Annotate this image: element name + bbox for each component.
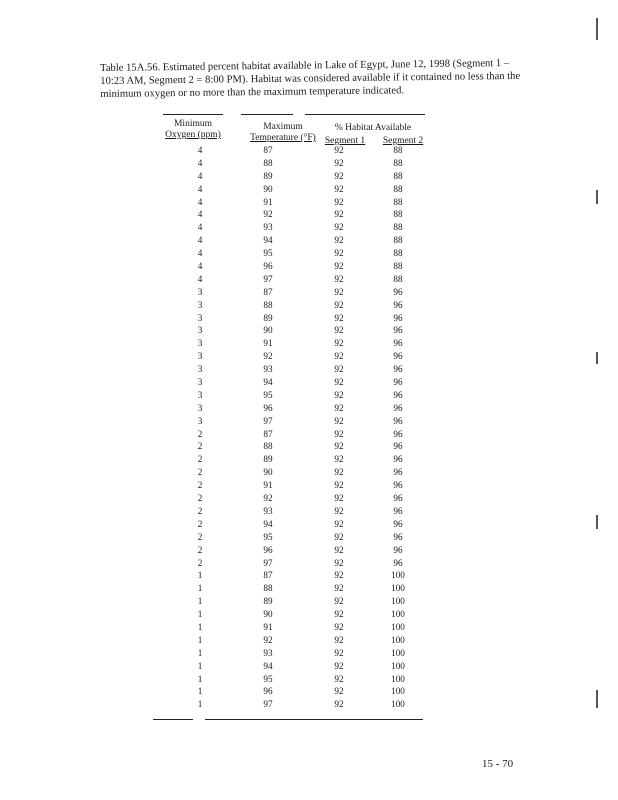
cell-segment-2: 96 — [393, 325, 403, 336]
cell-temperature: 96 — [263, 261, 273, 272]
table-body — [153, 144, 423, 711]
cell-temperature: 96 — [263, 402, 273, 413]
scan-edge-mark — [596, 690, 598, 708]
cell-temperature: 88 — [263, 583, 273, 594]
cell-temperature: 97 — [263, 273, 273, 284]
table-row — [153, 402, 423, 415]
cell-segment-2: 96 — [393, 531, 403, 542]
cell-temperature: 94 — [263, 377, 273, 388]
cell-temperature: 90 — [263, 325, 273, 336]
cell-oxygen: 2 — [197, 531, 203, 542]
cell-segment-1: 92 — [334, 480, 344, 491]
cell-segment-1: 92 — [334, 351, 344, 362]
cell-segment-1: 92 — [334, 261, 344, 272]
cell-temperature: 90 — [263, 183, 273, 194]
cell-oxygen: 1 — [197, 609, 203, 620]
cell-temperature: 93 — [263, 505, 273, 516]
cell-oxygen: 2 — [197, 518, 203, 529]
cell-segment-2: 88 — [393, 248, 403, 259]
cell-segment-2: 100 — [391, 647, 405, 658]
cell-oxygen: 2 — [197, 557, 203, 568]
table-row — [153, 389, 423, 402]
table-top-rule-left — [163, 114, 223, 115]
cell-segment-2: 100 — [391, 596, 405, 607]
header-segment-1: Segment 1 — [324, 136, 366, 146]
cell-segment-1: 92 — [334, 699, 344, 710]
cell-oxygen: 3 — [197, 402, 203, 413]
cell-segment-1: 92 — [334, 402, 344, 413]
cell-segment-1: 92 — [334, 145, 344, 155]
cell-temperature: 92 — [263, 351, 273, 362]
table-row — [153, 273, 423, 286]
table-row — [153, 144, 423, 157]
cell-temperature: 89 — [263, 312, 273, 323]
table-row — [153, 312, 423, 325]
table-row — [153, 183, 423, 196]
cell-oxygen: 1 — [197, 596, 203, 607]
cell-segment-2: 100 — [391, 609, 405, 620]
cell-segment-1: 92 — [334, 673, 344, 684]
header-min-line1: Minimum — [173, 119, 212, 129]
cell-oxygen: 1 — [197, 621, 203, 632]
cell-temperature: 95 — [263, 389, 273, 400]
table-row — [153, 685, 423, 698]
cell-segment-2: 100 — [391, 634, 405, 645]
page-number: 15 - 70 — [482, 758, 514, 770]
cell-segment-2: 100 — [391, 686, 405, 697]
cell-segment-1: 92 — [334, 209, 344, 220]
cell-segment-1: 92 — [334, 441, 344, 452]
table-top-rule-middle — [241, 114, 293, 115]
table-row — [153, 582, 423, 595]
cell-segment-1: 92 — [334, 170, 344, 181]
cell-oxygen: 3 — [197, 364, 203, 375]
cell-segment-2: 96 — [393, 544, 403, 555]
table-row — [153, 647, 423, 660]
cell-segment-1: 92 — [334, 222, 344, 233]
cell-segment-1: 92 — [334, 377, 344, 388]
header-segment-2: Segment 2 — [382, 136, 424, 146]
cell-segment-1: 92 — [334, 570, 344, 581]
cell-segment-2: 96 — [393, 480, 403, 491]
cell-segment-1: 92 — [334, 609, 344, 620]
cell-oxygen: 1 — [197, 673, 203, 684]
cell-temperature: 90 — [263, 609, 273, 620]
scan-edge-mark — [596, 352, 598, 364]
cell-segment-2: 88 — [393, 196, 403, 207]
table-row — [153, 698, 423, 711]
cell-temperature: 92 — [263, 493, 273, 504]
cell-segment-2: 100 — [391, 570, 405, 581]
table-row — [153, 557, 423, 570]
cell-segment-2: 96 — [393, 364, 403, 375]
cell-segment-1: 92 — [334, 467, 344, 478]
cell-temperature: 97 — [263, 557, 273, 568]
cell-oxygen: 1 — [197, 660, 203, 671]
cell-segment-2: 96 — [393, 312, 403, 323]
cell-temperature: 87 — [263, 145, 273, 155]
table-row — [153, 673, 423, 686]
cell-segment-1: 92 — [334, 364, 344, 375]
cell-temperature: 91 — [263, 621, 273, 632]
cell-oxygen: 3 — [197, 325, 203, 336]
cell-segment-1: 92 — [334, 686, 344, 697]
table-row — [153, 440, 423, 453]
cell-oxygen: 1 — [197, 570, 203, 581]
header-minimum-oxygen — [153, 119, 233, 141]
cell-temperature: 93 — [263, 364, 273, 375]
cell-oxygen: 4 — [197, 157, 203, 168]
cell-segment-2: 88 — [393, 235, 403, 246]
cell-segment-2: 96 — [393, 286, 403, 297]
cell-segment-2: 88 — [393, 170, 403, 181]
cell-temperature: 92 — [263, 209, 273, 220]
cell-oxygen: 4 — [197, 235, 203, 246]
cell-temperature: 90 — [263, 467, 273, 478]
cell-segment-1: 92 — [334, 596, 344, 607]
table-row — [153, 260, 423, 273]
cell-segment-2: 96 — [393, 505, 403, 516]
cell-segment-2: 96 — [393, 557, 403, 568]
cell-temperature: 91 — [263, 338, 273, 349]
cell-oxygen: 4 — [197, 183, 203, 194]
cell-segment-2: 88 — [393, 273, 403, 284]
cell-segment-1: 92 — [334, 557, 344, 568]
table-row — [153, 157, 423, 170]
cell-segment-1: 92 — [334, 415, 344, 426]
table-row — [153, 660, 423, 673]
table-row — [153, 234, 423, 247]
cell-segment-1: 92 — [334, 583, 344, 594]
cell-temperature: 92 — [263, 634, 273, 645]
cell-segment-1: 92 — [334, 454, 344, 465]
cell-segment-2: 96 — [393, 415, 403, 426]
table-row — [153, 350, 423, 363]
table-row — [153, 621, 423, 634]
cell-segment-1: 92 — [334, 299, 344, 310]
cell-temperature: 94 — [263, 518, 273, 529]
cell-segment-1: 92 — [334, 634, 344, 645]
table-row — [153, 505, 423, 518]
cell-segment-1: 92 — [334, 428, 344, 439]
cell-oxygen: 3 — [197, 415, 203, 426]
table-bottom-rule-right — [275, 719, 423, 720]
cell-segment-2: 96 — [393, 518, 403, 529]
cell-oxygen: 3 — [197, 286, 203, 297]
cell-oxygen: 4 — [197, 170, 203, 181]
cell-segment-2: 96 — [393, 338, 403, 349]
table-row — [153, 531, 423, 544]
cell-segment-1: 92 — [334, 505, 344, 516]
cell-segment-2: 88 — [393, 145, 403, 155]
cell-temperature: 95 — [263, 673, 273, 684]
table-row — [153, 453, 423, 466]
cell-oxygen: 3 — [197, 351, 203, 362]
cell-oxygen: 2 — [197, 505, 203, 516]
table-caption: Table 15A.56. Estimated percent habitat available in Lake of Egypt, June 12, 1998 (Segment 1 – 10:23 AM, Segment 2 = 8:00 PM). Habitat was considered available if it contained no less than the minimum oxygen or no more than the maximum temperature indicated. — [100, 58, 521, 100]
scan-edge-mark — [596, 190, 598, 204]
cell-temperature: 97 — [263, 699, 273, 710]
cell-segment-2: 96 — [393, 428, 403, 439]
cell-segment-2: 100 — [391, 621, 405, 632]
cell-segment-2: 100 — [391, 660, 405, 671]
cell-segment-2: 88 — [393, 222, 403, 233]
cell-oxygen: 3 — [197, 389, 203, 400]
cell-oxygen: 1 — [197, 647, 203, 658]
cell-segment-1: 92 — [334, 248, 344, 259]
header-max-line2: Temperature (°F) — [250, 133, 316, 143]
cell-segment-1: 92 — [334, 325, 344, 336]
header-max-line1: Maximum — [263, 122, 303, 132]
cell-temperature: 96 — [263, 686, 273, 697]
cell-oxygen: 2 — [197, 428, 203, 439]
cell-segment-1: 92 — [334, 389, 344, 400]
cell-temperature: 87 — [263, 570, 273, 581]
cell-temperature: 94 — [263, 660, 273, 671]
table-row — [153, 595, 423, 608]
cell-segment-1: 92 — [334, 647, 344, 658]
cell-oxygen: 1 — [197, 634, 203, 645]
cell-segment-2: 96 — [393, 389, 403, 400]
cell-temperature: 93 — [263, 222, 273, 233]
cell-oxygen: 3 — [197, 299, 203, 310]
cell-oxygen: 4 — [197, 261, 203, 272]
cell-oxygen: 1 — [197, 686, 203, 697]
cell-segment-1: 92 — [334, 183, 344, 194]
table-row — [153, 196, 423, 209]
cell-oxygen: 1 — [197, 583, 203, 594]
cell-segment-2: 96 — [393, 441, 403, 452]
table-row — [153, 299, 423, 312]
header-min-line2: Oxygen (ppm) — [165, 130, 221, 140]
table-row — [153, 337, 423, 350]
table-row — [153, 286, 423, 299]
cell-temperature: 96 — [263, 544, 273, 555]
table-bottom-rule-middle — [205, 719, 277, 720]
cell-temperature: 88 — [263, 441, 273, 452]
cell-temperature: 88 — [263, 299, 273, 310]
table-row — [153, 634, 423, 647]
table-row — [153, 208, 423, 221]
cell-segment-1: 92 — [334, 660, 344, 671]
cell-oxygen: 4 — [197, 222, 203, 233]
cell-segment-2: 96 — [393, 467, 403, 478]
cell-temperature: 89 — [263, 454, 273, 465]
cell-oxygen: 4 — [197, 248, 203, 259]
cell-segment-1: 92 — [334, 531, 344, 542]
table-row — [153, 518, 423, 531]
cell-segment-2: 96 — [393, 402, 403, 413]
scan-edge-mark — [596, 515, 598, 529]
cell-oxygen: 2 — [197, 544, 203, 555]
table-row — [153, 569, 423, 582]
cell-oxygen: 3 — [197, 377, 203, 388]
cell-temperature: 89 — [263, 596, 273, 607]
cell-oxygen: 2 — [197, 467, 203, 478]
cell-segment-1: 92 — [334, 493, 344, 504]
cell-oxygen: 1 — [197, 699, 203, 710]
cell-segment-2: 88 — [393, 261, 403, 272]
cell-segment-2: 96 — [393, 377, 403, 388]
table-top-rule-right — [305, 114, 425, 115]
cell-oxygen: 4 — [197, 196, 203, 207]
cell-segment-2: 100 — [391, 699, 405, 710]
cell-segment-2: 100 — [391, 673, 405, 684]
cell-oxygen: 2 — [197, 454, 203, 465]
cell-segment-2: 96 — [393, 351, 403, 362]
cell-temperature: 88 — [263, 157, 273, 168]
cell-segment-1: 92 — [334, 286, 344, 297]
cell-oxygen: 2 — [197, 493, 203, 504]
cell-oxygen: 3 — [197, 312, 203, 323]
cell-segment-1: 92 — [334, 235, 344, 246]
cell-oxygen: 4 — [197, 209, 203, 220]
table-row — [153, 466, 423, 479]
cell-temperature: 89 — [263, 170, 273, 181]
cell-temperature: 97 — [263, 415, 273, 426]
cell-segment-2: 96 — [393, 299, 403, 310]
cell-segment-2: 100 — [391, 583, 405, 594]
cell-segment-2: 96 — [393, 454, 403, 465]
cell-segment-1: 92 — [334, 518, 344, 529]
cell-temperature: 94 — [263, 235, 273, 246]
cell-temperature: 91 — [263, 196, 273, 207]
table-row — [153, 247, 423, 260]
cell-segment-1: 92 — [334, 544, 344, 555]
cell-segment-1: 92 — [334, 157, 344, 168]
cell-segment-1: 92 — [334, 312, 344, 323]
cell-temperature: 91 — [263, 480, 273, 491]
table-row — [153, 324, 423, 337]
cell-temperature: 95 — [263, 531, 273, 542]
cell-segment-1: 92 — [334, 621, 344, 632]
cell-segment-2: 88 — [393, 157, 403, 168]
table-row — [153, 376, 423, 389]
cell-segment-2: 96 — [393, 493, 403, 504]
cell-segment-2: 88 — [393, 209, 403, 220]
table-row — [153, 170, 423, 183]
table-row — [153, 363, 423, 376]
cell-oxygen: 3 — [197, 338, 203, 349]
scan-edge-mark — [596, 18, 598, 40]
cell-segment-1: 92 — [334, 338, 344, 349]
header-habitat-available: % Habitat Available — [334, 123, 412, 133]
table-row — [153, 608, 423, 621]
table-row — [153, 479, 423, 492]
cell-oxygen: 4 — [197, 145, 203, 155]
cell-temperature: 95 — [263, 248, 273, 259]
cell-oxygen: 2 — [197, 480, 203, 491]
cell-temperature: 87 — [263, 286, 273, 297]
table-row — [153, 492, 423, 505]
table-row — [153, 415, 423, 428]
table-row — [153, 428, 423, 441]
table-bottom-rule-left — [153, 719, 193, 720]
cell-segment-1: 92 — [334, 273, 344, 284]
cell-segment-1: 92 — [334, 196, 344, 207]
cell-temperature: 87 — [263, 428, 273, 439]
table-row — [153, 544, 423, 557]
cell-temperature: 93 — [263, 647, 273, 658]
cell-oxygen: 4 — [197, 273, 203, 284]
cell-oxygen: 2 — [197, 441, 203, 452]
table-row — [153, 221, 423, 234]
cell-segment-2: 88 — [393, 183, 403, 194]
